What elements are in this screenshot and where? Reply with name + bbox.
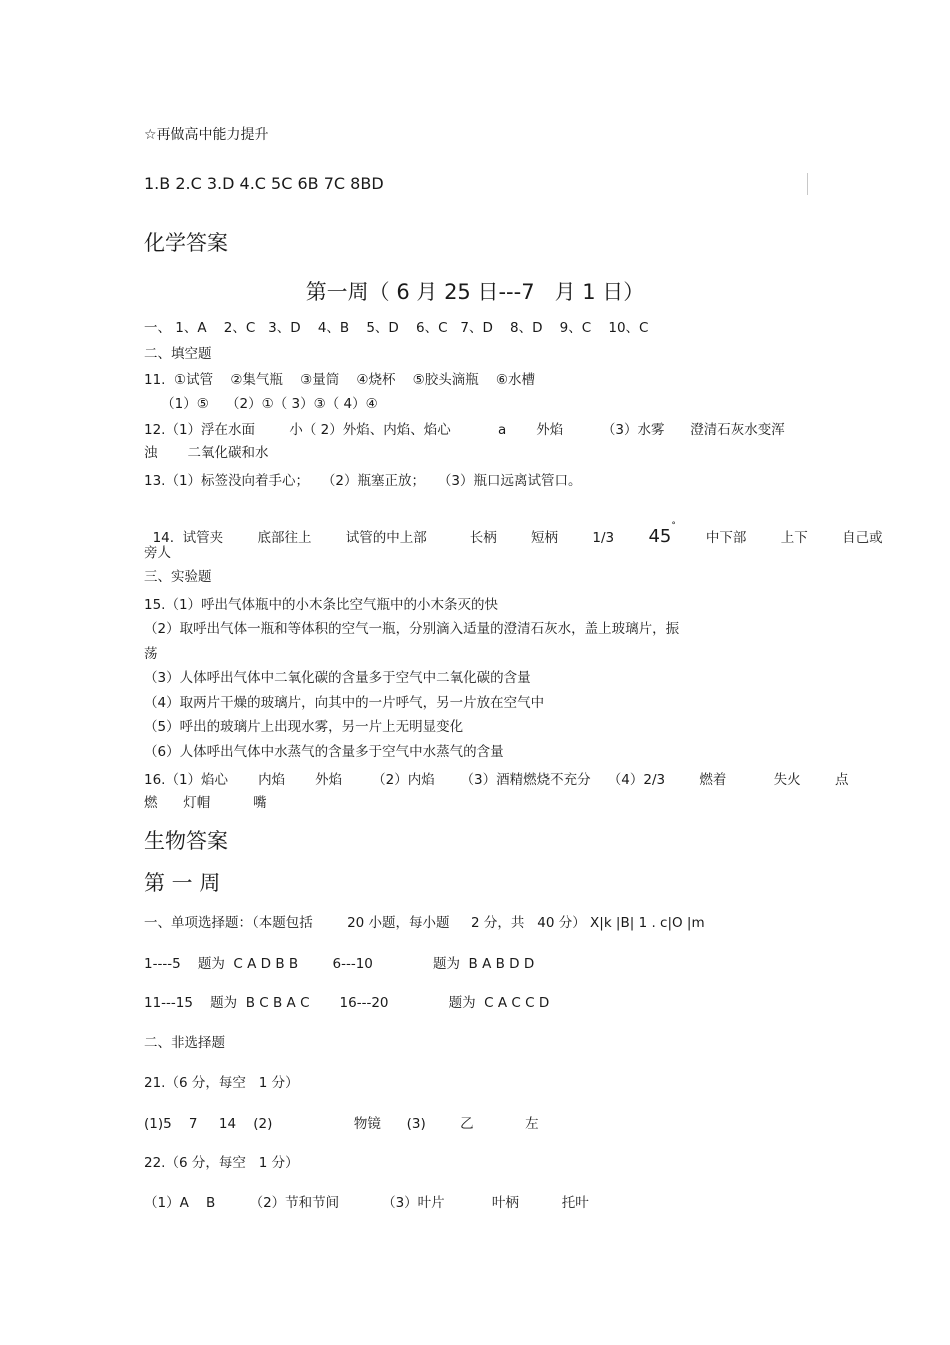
bio-line-21: 21.（6 分，每空 1 分） (144, 1075, 299, 1091)
chem-line-15-3: （3）人体呼出气体中二氧化碳的含量多于空气中二氧化碳的含量 (144, 670, 531, 686)
chem-line-16: 16.（1）焰心 内焰 外焰 （2）内焰 （3）酒精燃烧不充分 （4）2/3 燃着 失火 点 (144, 772, 849, 788)
chem-line-15-5: （5）呼出的玻璃片上出现水雾，另一片上无明显变化 (144, 719, 464, 735)
chem-line-15-6: （6）人体呼出气体中水蒸气的含量多于空气中水蒸气的含量 (144, 744, 504, 760)
bio-line-22: 22.（6 分，每空 1 分） (144, 1155, 299, 1171)
chem-line-14-cont: 旁人 (144, 545, 171, 561)
divider-bar (807, 173, 808, 195)
chem-line-11: 11. ①试管 ②集气瓶 ③量筒 ④烧杯 ⑤胶头滴瓶 ⑥水槽 (144, 372, 535, 388)
chem-line-11-sub: （1）⑤ （2）①（ 3）③（ 4）④ (144, 396, 378, 412)
chem-line-13: 13.（1）标签没向着手心； （2）瓶塞正放； （3）瓶口远离试管口。 (144, 473, 582, 489)
chem-line-15-4: （4）取两片干燥的玻璃片，向其中的一片呼气，另一片放在空气中 (144, 695, 545, 711)
chem-line-14-text: 14. 试管夹 底部往上 试管的中上部 长柄 短柄 1/3 (152, 529, 615, 546)
chem-line-14 (144, 514, 883, 546)
bio-line-nonchoice-heading: 二、非选择题 (144, 1035, 225, 1051)
math-answers: 1.B 2.C 3.D 4.C 5C 6B 7C 8BD (144, 174, 384, 193)
chem-line-14-tail: 中下部 上下 自己或 (705, 529, 883, 546)
chem-line-12: 12.（1）浮在水面 小（ 2）外焰、内焰、焰心 a 外焰 （3）水雾 澄清石灰水变浑 (144, 422, 785, 438)
bio-line-21-answers: (1)5 7 14 (2) 物镜 (3) 乙 左 (144, 1116, 539, 1132)
chem-line-12-cont: 浊 二氧化碳和水 (144, 445, 269, 461)
biology-heading: 生物答案 (144, 829, 228, 853)
bio-line-1-10: 1----5 题为 C A D B B 6---10 题为 B A B D D (144, 956, 535, 972)
chemistry-week-title: 第一周（ 6 月 25 日---7 月 1 日） (305, 280, 645, 304)
bio-line-choice-heading: 一、单项选择题：（本题包括 20 小题，每小题 2 分，共 40 分） X|k |B| 1 . c|O |m (144, 915, 705, 931)
chem-line-exp-heading: 三、实验题 (144, 569, 212, 585)
chem-line-16-cont: 燃 灯帽 嘴 (144, 795, 267, 811)
chem-line-choice: 一、 1、A 2、C 3、D 4、B 5、D 6、C 7、D 8、D 9、C 10、C (144, 320, 649, 336)
chem-line-15-1: 15.（1）呼出气体瓶中的小木条比空气瓶中的小木条灭的快 (144, 597, 499, 613)
chem-line-15-2: （2）取呼出气体一瓶和等体积的空气一瓶，分别滴入适量的澄清石灰水，盖上玻璃片，振 (144, 621, 680, 637)
chemistry-heading: 化学答案 (144, 231, 228, 255)
angle-value: 45 (648, 525, 672, 547)
biology-week-title: 第 一 周 (144, 871, 221, 895)
bio-line-11-20: 11---15 题为 B C B A C 16---20 题为 C A C C D (144, 995, 550, 1011)
chem-line-fill-heading: 二、填空题 (144, 346, 212, 362)
degree-sign: ° (671, 521, 676, 531)
section-title-math: ☆再做高中能力提升 (144, 127, 269, 143)
bio-line-22-answers: （1）A B （2）节和节间 （3）叶片 叶柄 托叶 (144, 1195, 589, 1211)
chem-line-15-2-cont: 荡 (144, 646, 158, 662)
